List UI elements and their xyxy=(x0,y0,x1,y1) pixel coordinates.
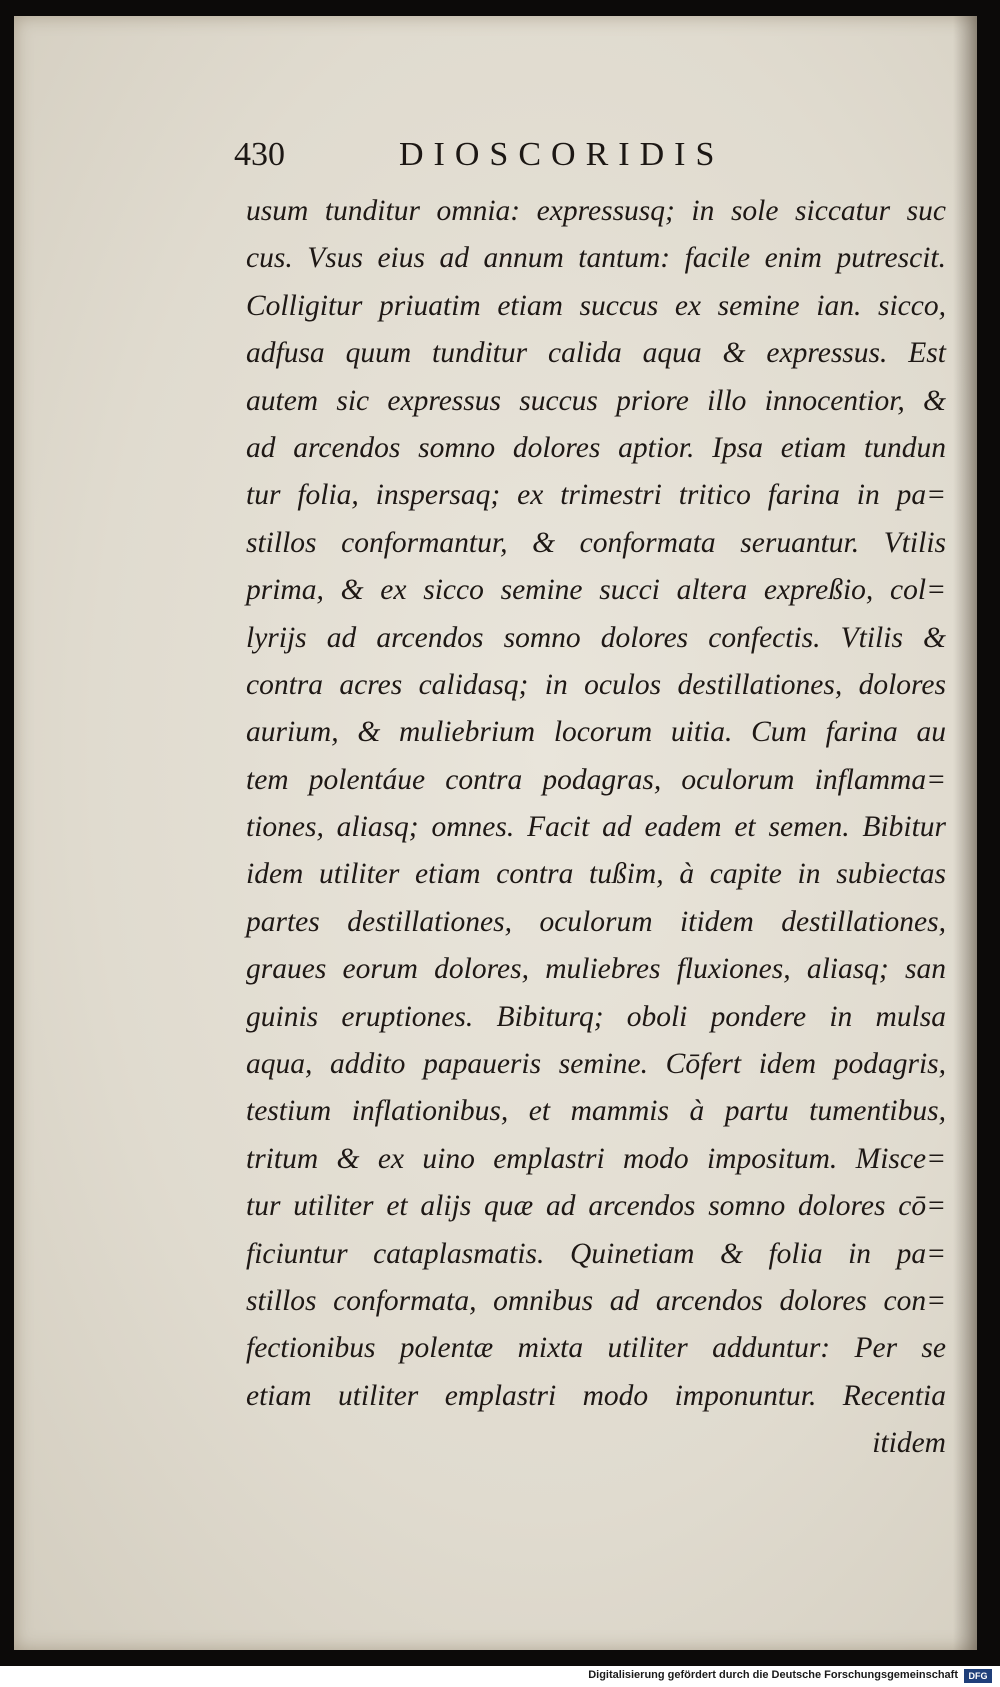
text-line: tritum & ex uino emplastri modo impositum. Misce= xyxy=(246,1142,946,1175)
text-line: tem polentáue contra podagras, oculorum inflamma= xyxy=(246,763,946,796)
text-line: ad arcendos somno dolores aptior. Ipsa etiam tundun xyxy=(246,431,946,464)
text-line: fectionibus polentæ mixta utiliter adduntur: Per se xyxy=(246,1332,946,1365)
footer-credit: Digitalisierung gefördert durch die Deutsche Forschungsgemeinschaft xyxy=(588,1669,958,1681)
text-line: tur utiliter et alijs quæ ad arcendos somno dolores cō= xyxy=(246,1190,946,1223)
digitization-footer xyxy=(0,1666,1000,1687)
text-line: stillos conformantur, & conformata seruantur. Vtilis xyxy=(246,526,946,559)
text-line: idem utiliter etiam contra tußim, à capite in subiectas xyxy=(246,858,946,891)
text-line: tur folia, inspersaq; ex trimestri tritico farina in pa= xyxy=(246,479,946,512)
text-line: autem sic expressus succus priore illo innocentior, & xyxy=(246,384,946,417)
text-line: testium inflationibus, et mammis à partu tumentibus, xyxy=(246,1095,946,1128)
text-line: tiones, aliasq; omnes. Facit ad eadem et semen. Bibitur xyxy=(246,811,946,844)
text-line: cus. Vsus eius ad annum tantum: facile enim putrescit. xyxy=(246,242,946,275)
book-page xyxy=(14,16,977,1650)
text-line: usum tunditur omnia: expressusq; in sole siccatur suc xyxy=(246,195,946,227)
text-line: aqua, addito papaueris semine. Cōfert idem podagris, xyxy=(246,1048,946,1081)
text-line: adfusa quum tunditur calida aqua & expressus. Est xyxy=(246,337,946,370)
page-gutter-shadow xyxy=(953,16,977,1650)
text-line: guinis eruptiones. Bibiturq; oboli pondere in mulsa xyxy=(246,1000,946,1033)
text-line: lyrijs ad arcendos somno dolores confectis. Vtilis & xyxy=(246,621,946,654)
text-line: stillos conformata, omnibus ad arcendos dolores con= xyxy=(246,1284,946,1317)
text-line: contra acres calidasq; in oculos destillationes, dolores xyxy=(246,668,946,701)
text-line: prima, & ex sicco semine succi altera expreßio, col= xyxy=(246,574,946,607)
dfg-logo-icon: DFG xyxy=(964,1669,992,1683)
page-number: 430 xyxy=(234,136,285,173)
text-line: Colligitur priuatim etiam succus ex semine ian. sicco, xyxy=(246,289,946,322)
text-line: aurium, & muliebrium locorum uitia. Cum farina au xyxy=(246,716,946,749)
page-header xyxy=(234,134,874,180)
text-line: etiam utiliter emplastri modo imponuntur. Recentia xyxy=(246,1379,946,1412)
running-head: DIOSCORIDIS xyxy=(399,136,725,173)
catchword: itidem xyxy=(872,1427,946,1460)
text-line: graues eorum dolores, muliebres fluxiones, aliasq; san xyxy=(246,953,946,986)
text-line: ficiuntur cataplasmatis. Quinetiam & folia in pa= xyxy=(246,1237,946,1270)
body-text xyxy=(246,188,946,1468)
text-line: partes destillationes, oculorum itidem destillationes, xyxy=(246,905,946,938)
